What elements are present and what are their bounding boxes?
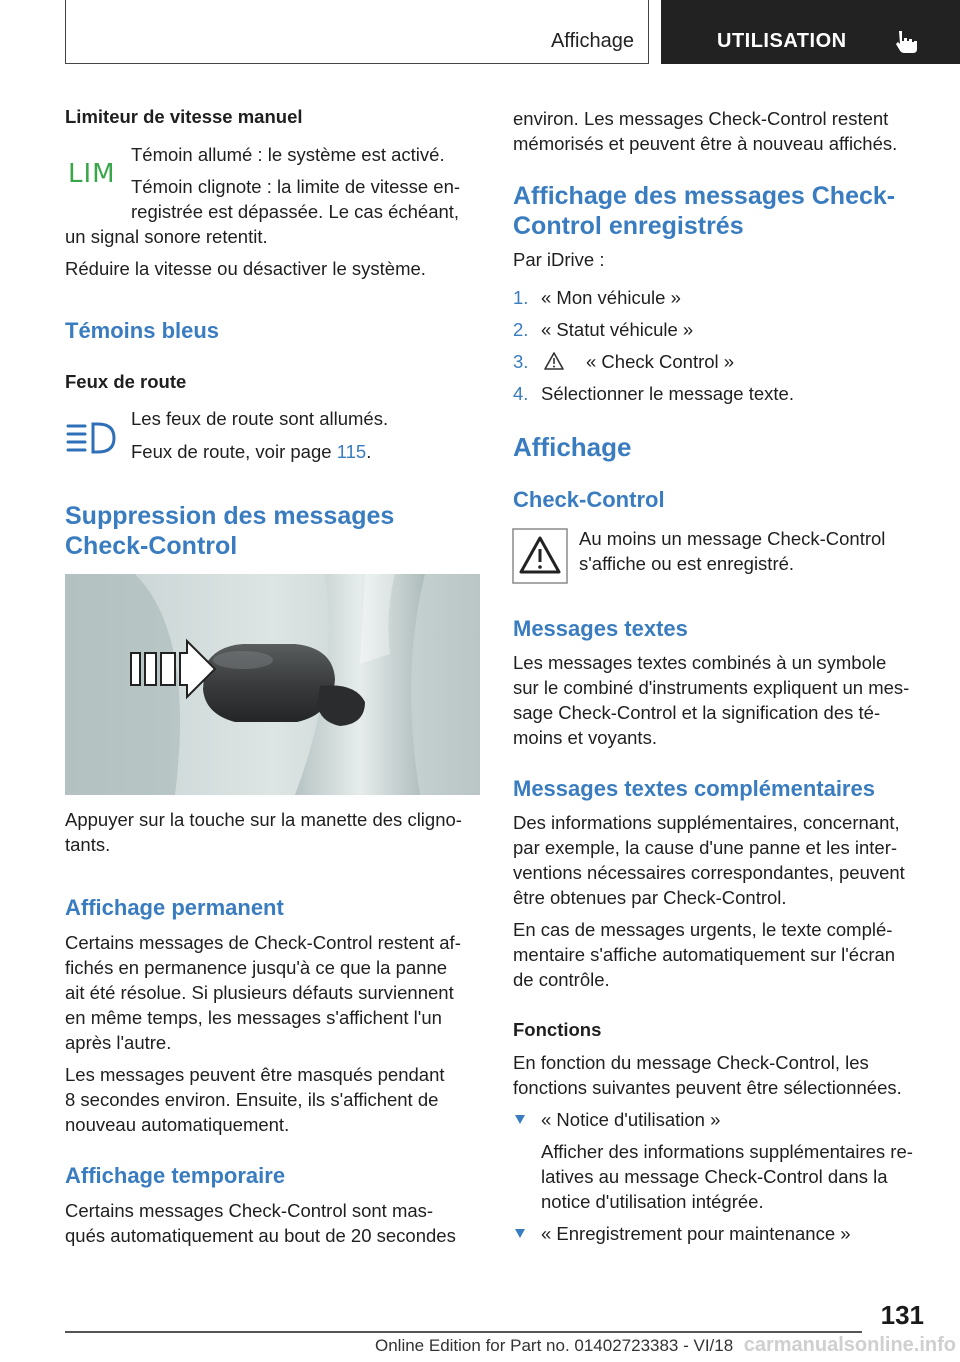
bullet-1-desc-line: latives au message Check-Control dans la xyxy=(541,1166,888,1187)
perm-line: ait été résolue. Si plusieurs défauts surviennent xyxy=(65,982,454,1003)
mask-line: 8 secondes environ. Ensuite, ils s'affichent de xyxy=(65,1089,439,1110)
press-text-2: tants. xyxy=(65,834,111,855)
lim-blink-text-1: Témoin clignote : la limite de vitesse en- xyxy=(131,176,461,197)
step-text: Sélectionner le message texte. xyxy=(541,383,794,404)
lim-blink-text-2: registrée est dépassée. Le cas échéant, xyxy=(131,201,460,222)
header-chapter-title: UTILISATION xyxy=(717,30,847,52)
lim-on-text: Témoin allumé : le système est activé. xyxy=(131,144,445,165)
supplementary-text-messages-heading: Messages textes complémentaires xyxy=(513,776,875,801)
lim-reduce-text: Réduire la vitesse ou désactiver le système. xyxy=(65,258,426,279)
press-text-1: Appuyer sur la touche sur la manette des cligno- xyxy=(65,809,462,830)
stored-messages-heading-line-1: Affichage des messages Check- xyxy=(513,182,896,210)
highbeam-ref-suffix: . xyxy=(366,441,372,462)
step-number: 4. xyxy=(513,383,529,404)
perm-line: après l'autre. xyxy=(65,1032,172,1053)
lim-blink-text-3: un signal sonore retentit. xyxy=(65,226,268,247)
urgent-line: de contrôle. xyxy=(513,969,610,990)
functions-line: fonctions suivantes peuvent être sélectionnées. xyxy=(513,1077,902,1098)
continued-line: environ. Les messages Check-Control restent xyxy=(513,108,889,129)
bullet-1-desc-line: notice d'utilisation intégrée. xyxy=(541,1191,764,1212)
suppl-line: ventions nécessaires correspondantes, peuvent xyxy=(513,862,905,883)
via-idrive-text: Par iDrive : xyxy=(513,249,605,270)
highbeam-heading: Feux de route xyxy=(65,371,187,392)
footer-divider xyxy=(65,1331,862,1333)
urgent-line: En cas de messages urgents, le texte complé- xyxy=(513,919,893,940)
mask-line: Les messages peuvent être masqués pendant xyxy=(65,1064,445,1085)
text-messages-heading: Messages textes xyxy=(513,616,688,641)
step-text: « Mon véhicule » xyxy=(541,287,681,308)
stored-messages-heading-line-2: Control enregistrés xyxy=(513,212,744,240)
suppress-heading-line-1: Suppression des messages xyxy=(65,502,395,530)
page-number: 131 xyxy=(880,1300,924,1330)
cc-line-1: Au moins un message Check-Control xyxy=(579,528,886,549)
header-section-box xyxy=(65,0,649,64)
highbeam-reference xyxy=(131,439,371,464)
header-section-title: Affichage xyxy=(550,30,634,52)
suppress-heading-line-2: Check-Control xyxy=(65,532,238,560)
suppl-line: par exemple, la cause d'une panne et les inter- xyxy=(513,837,898,858)
limiter-heading: Limiteur de vitesse manuel xyxy=(65,106,303,127)
check-control-heading: Check-Control xyxy=(513,487,665,512)
perm-line: Certains messages de Check-Control restent af- xyxy=(65,932,461,953)
bullet-triangle-icon xyxy=(515,1229,525,1238)
header-chapter-tab xyxy=(661,0,960,64)
temp-line: Certains messages Check-Control sont mas- xyxy=(65,1200,434,1221)
bullet-1-desc-line: Afficher des informations supplémentaires re- xyxy=(541,1141,913,1162)
permanent-display-heading: Affichage permanent xyxy=(65,895,284,920)
display-heading: Affichage xyxy=(513,432,632,462)
temporary-display-heading: Affichage temporaire xyxy=(65,1163,286,1188)
watermark-text: carmanualsonline.info xyxy=(743,1334,956,1356)
warning-triangle-icon xyxy=(543,351,565,371)
bullet-triangle-icon xyxy=(515,1115,525,1124)
high-beam-icon xyxy=(66,421,118,457)
bullet-maintenance-record: « Enregistrement pour maintenance » xyxy=(541,1223,851,1244)
step-text: « Statut véhicule » xyxy=(541,319,694,340)
highbeam-ref-prefix: Feux de route, voir page xyxy=(131,441,337,462)
functions-line: En fonction du message Check-Control, les xyxy=(513,1052,869,1073)
suppl-line: Des informations supplémentaires, concernant, xyxy=(513,812,900,833)
perm-line: en même temps, les messages s'affichent l'un xyxy=(65,1007,442,1028)
texts-line: sage Check-Control et la signification des té- xyxy=(513,702,881,723)
step-number: 2. xyxy=(513,319,529,340)
footer-edition-text: Online Edition for Part no. 01402723383 - VI/18 xyxy=(375,1336,734,1355)
texts-line: moins et voyants. xyxy=(513,727,657,748)
step-text: « Check Control » xyxy=(586,351,735,372)
texts-line: sur le combiné d'instruments expliquent un mes- xyxy=(513,677,910,698)
cc-line-2: s'affiche ou est enregistré. xyxy=(579,553,795,574)
bullet-owners-manual: « Notice d'utilisation » xyxy=(541,1109,721,1130)
step-number: 3. xyxy=(513,351,529,372)
temp-line: qués automatiquement au bout de 20 secondes xyxy=(65,1225,456,1246)
check-control-warning-icon xyxy=(512,528,568,584)
blue-indicators-heading: Témoins bleus xyxy=(65,318,220,343)
pointing-hand-icon xyxy=(893,27,921,55)
step-number: 1. xyxy=(513,287,529,308)
mask-line: nouveau automatiquement. xyxy=(65,1114,290,1135)
highbeam-ref-page-link[interactable]: 115 xyxy=(336,441,367,462)
turn-signal-stalk-illustration xyxy=(65,574,480,795)
lim-indicator-icon: LIM xyxy=(68,159,116,189)
suppl-line: être obtenues par Check-Control. xyxy=(513,887,787,908)
functions-heading: Fonctions xyxy=(513,1019,602,1040)
texts-line: Les messages textes combinés à un symbole xyxy=(513,652,887,673)
highbeam-on-text: Les feux de route sont allumés. xyxy=(131,408,389,429)
urgent-line: mentaire s'affiche automatiquement sur l'écran xyxy=(513,944,896,965)
continued-line: mémorisés et peuvent être à nouveau affichés. xyxy=(513,133,898,154)
perm-line: fichés en permanence jusqu'à ce que la panne xyxy=(65,957,448,978)
